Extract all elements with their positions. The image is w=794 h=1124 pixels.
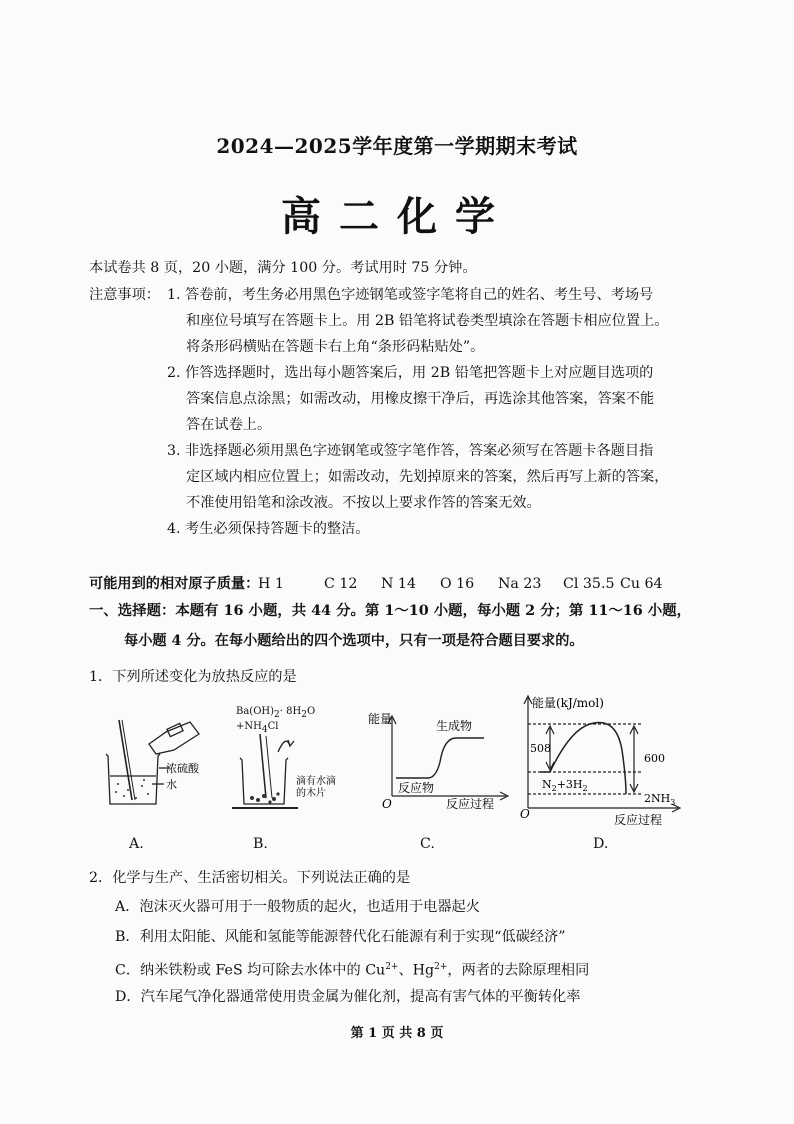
figure-a-label-acid: 浓硫酸 xyxy=(166,762,199,775)
page-footer: 第 1 页 共 8 页 xyxy=(350,1026,444,1041)
figure-b-reagent: $Ba(OH)_2\cdot 8H_2O$ $+NH_4Cl$ xyxy=(236,706,316,735)
question-2-option-d: D．汽车尾气净化器通常使用贵金属为催化剂，提高有害气体的平衡转化率 xyxy=(115,989,581,1005)
atomic-mass-item: Cu 64 xyxy=(620,576,663,592)
atomic-mass-item: N 14 xyxy=(381,576,416,592)
option-b-label: B. xyxy=(253,836,268,852)
figure-c-y-axis-label: 能量 xyxy=(368,712,393,726)
notice-line: 2. 作答选择题时，选出每小题答案后，用 2B 铅笔把答题卡上对应题目选项的 xyxy=(167,365,654,381)
figure-b-reagent-2: +NH xyxy=(236,721,262,732)
question-2-option-c: C．纳米铁粉或 FeS 均可除去水体中的 $Cu^{2+}$、$Hg^{2+}$，两者的去除原理相同 xyxy=(115,962,590,979)
option-d-label: D. xyxy=(593,836,609,852)
atomic-mass-item: C 12 xyxy=(324,576,358,592)
atomic-mass-item: Na 23 xyxy=(498,576,542,592)
figure-b-reagent-1: Ba(OH) xyxy=(236,706,275,717)
figure-c-energy-diagram xyxy=(366,706,516,810)
figure-d-products-label: $2NH_3$ xyxy=(644,792,676,807)
subject-title: 高二化学 xyxy=(281,193,513,240)
atomic-mass-item: O 16 xyxy=(440,576,475,592)
notice-line: 和座位号填写在答题卡上。用 2B 铅笔将试卷类型填涂在答题卡相应位置上。 xyxy=(186,313,669,329)
figure-b-label-wood-2: 的木片 xyxy=(296,788,326,799)
figure-c-x-axis-label: 反应过程 xyxy=(446,797,495,810)
notice-line: 不准使用铅笔和涂改液。不按以上要求作答的答案无效。 xyxy=(186,495,541,511)
atomic-mass-item: H 1 xyxy=(258,576,284,592)
notice-line: 1. 答卷前，考生务必用黑色字迹钢笔或签字笔将自己的姓名、考生号、考场号 xyxy=(167,287,654,303)
notice-line: 答案信息点涂黑；如需改动，用橡皮擦干净后，再选涂其他答案，答案不能 xyxy=(186,391,655,407)
atomic-mass-item: Cl 35.5 xyxy=(563,576,615,592)
figure-a-beaker-diagram xyxy=(104,718,210,808)
exam-intro: 本试卷共 8 页，20 小题，满分 100 分。考试用时 75 分钟。 xyxy=(89,260,477,276)
section1-heading: 一、选择题：本题有 16 小题，共 44 分。第 1～10 小题，每小题 2 分；第 11～16 小题， xyxy=(89,602,691,619)
option-a-label: A. xyxy=(129,836,144,852)
figure-c-products-label: 生成物 xyxy=(436,719,473,733)
figure-b-beaker-diagram xyxy=(230,728,340,814)
figure-b-label-wood-1: 滴有水滴 xyxy=(296,776,336,787)
atomic-mass-label: 可能用到的相对原子质量： xyxy=(89,576,260,592)
question-2-stem: 2．化学与生产、生活密切相关。下列说法正确的是 xyxy=(89,870,411,886)
notice-label: 注意事项： xyxy=(89,287,160,303)
figure-a-label-water: 水 xyxy=(166,778,177,791)
figure-c-origin: O xyxy=(382,797,392,810)
figure-d-x-axis-label: 反应过程 xyxy=(614,813,663,827)
figure-d-reactants-label: $N_2+3H_2$ xyxy=(542,778,588,793)
figure-c-reactants-label: 反应物 xyxy=(398,781,435,795)
section1-heading-cont: 每小题 4 分。在每小题给出的四个选项中，只有一项是符合题目要求的。 xyxy=(124,633,584,649)
exam-title: 2024—2025学年度第一学期期末考试 xyxy=(216,134,578,158)
figure-d-y-axis-label: 能量(kJ/mol) xyxy=(532,696,604,710)
figure-d-value-508: 508 xyxy=(530,742,551,755)
option-c-label: C. xyxy=(420,836,435,852)
question-1-stem: 1．下列所述变化为放热反应的是 xyxy=(89,669,297,685)
notice-line: 将条形码横贴在答题卡右上角“条形码粘贴处”。 xyxy=(186,339,485,355)
notice-line: 3. 非选择题必须用黑色字迹钢笔或签字笔作答，答案必须写在答题卡各题目指 xyxy=(167,443,654,459)
notice-line: 4. 考生必须保持答题卡的整洁。 xyxy=(167,521,370,537)
figure-d-value-600: 600 xyxy=(644,752,665,765)
figure-d-energy-diagram xyxy=(510,690,690,830)
question-2-option-b: B．利用太阳能、风能和氢能等能源替代化石能源有利于实现“低碳经济” xyxy=(115,929,566,945)
figure-d-origin: O xyxy=(520,807,530,821)
notice-line: 定区域内相应位置上；如需改动，先划掉原来的答案，然后再写上新的答案， xyxy=(186,469,669,485)
notice-line: 答在试卷上。 xyxy=(186,417,272,433)
question-2-option-a: A．泡沫灭火器可用于一般物质的起火，也适用于电器起火 xyxy=(115,899,480,915)
